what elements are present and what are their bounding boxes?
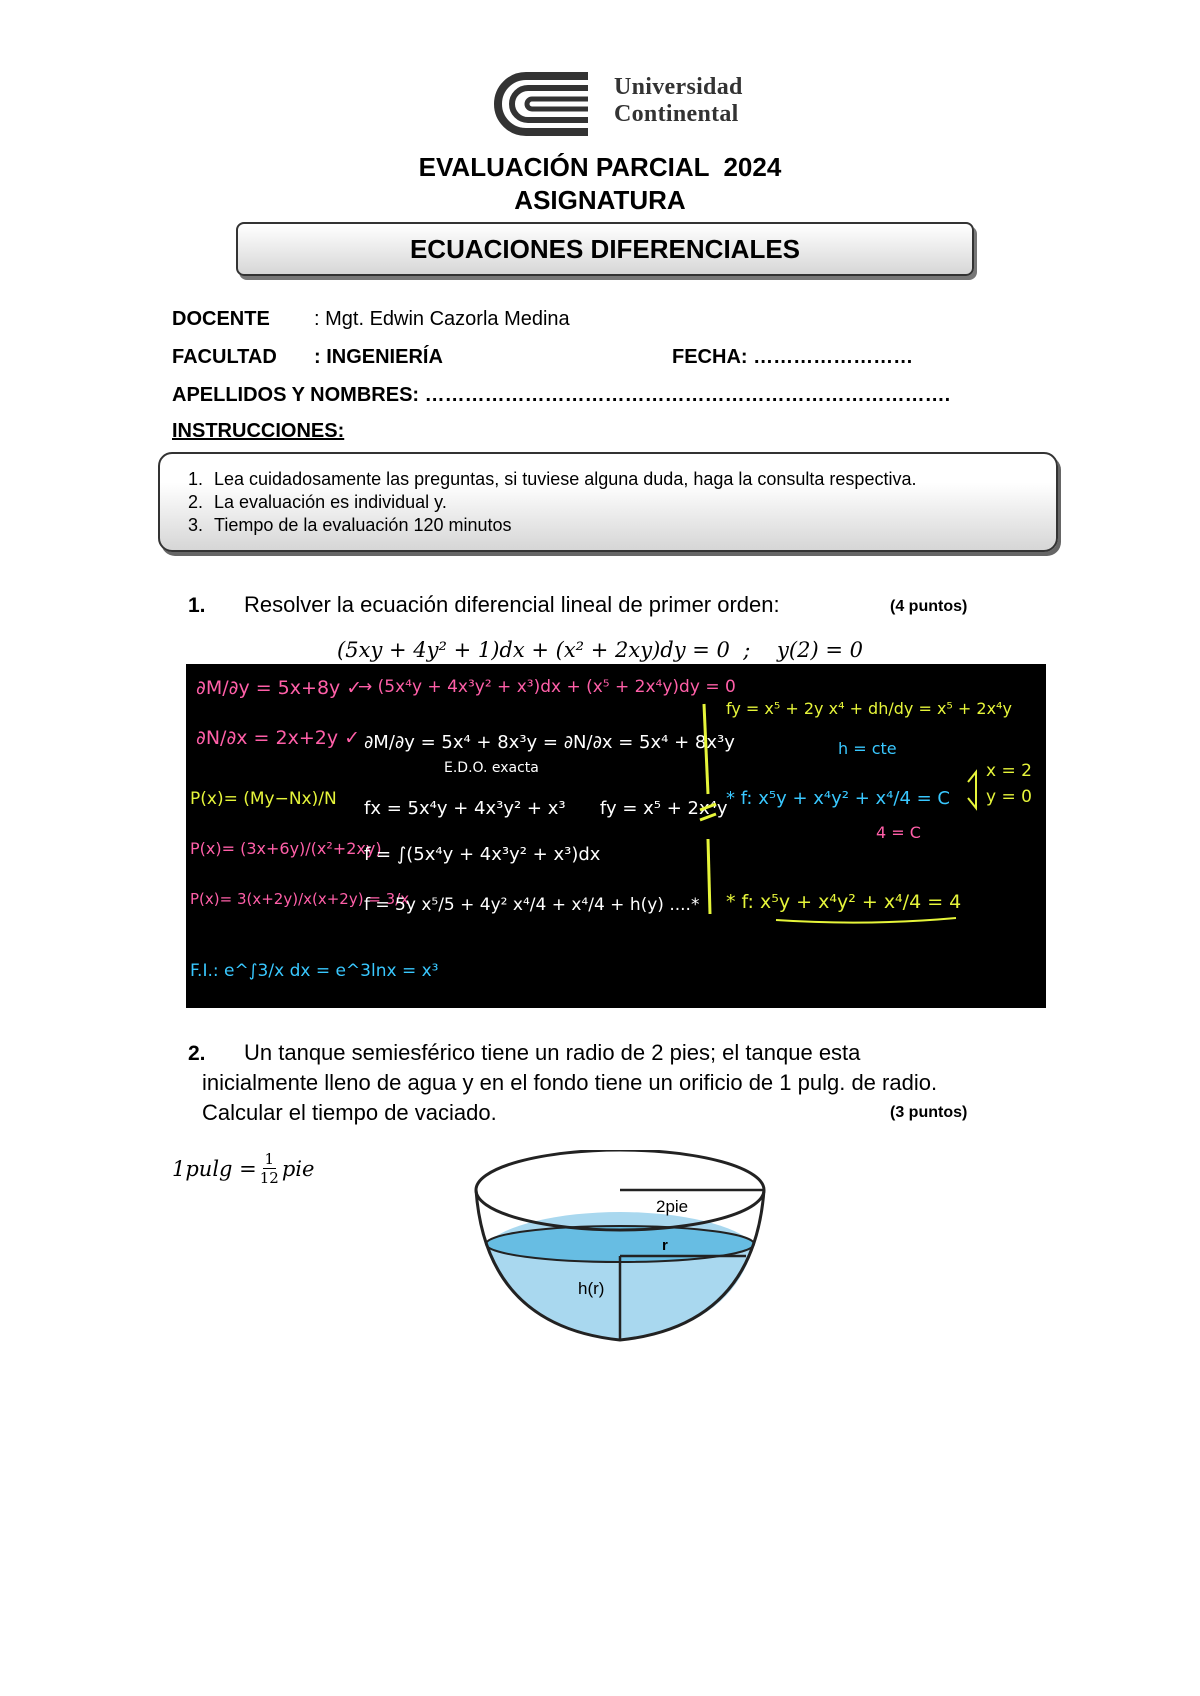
board-left-line: F.I.: e^∫3/x dx = e^3lnx = x³ — [190, 961, 439, 981]
board-right-line: x = 2 — [986, 761, 1032, 781]
question-2-points: (3 puntos) — [890, 1104, 968, 1121]
question-2-number: 2. — [188, 1042, 206, 1065]
subject-heading: ASIGNATURA — [514, 185, 686, 215]
board-middle-line: ∂M/∂y = 5x⁴ + 8x³y = ∂N/∂x = 5x⁴ + 8x³y — [364, 732, 735, 753]
solution-chalkboard — [186, 664, 1046, 1008]
board-right-line: * f: x⁵y + x⁴y² + x⁴/4 = C — [726, 788, 950, 809]
board-divider — [708, 839, 710, 914]
board-bracket — [968, 772, 976, 808]
question-1-text: Resolver la ecuación diferencial lineal de primer orden: — [244, 592, 780, 617]
university-name: Universidad Continental — [614, 74, 743, 127]
question-2-line3: Calcular el tiempo de vaciado. — [202, 1100, 497, 1125]
question-1-equation: (5xy + 4y² + 1)dx + (x² + 2xy)dy = 0 ; y(2) = 0 — [337, 638, 863, 662]
instruction-item: 1. Lea cuidadosamente las preguntas, si tuviese alguna duda, haga la consulta respectiva. — [208, 468, 1056, 491]
question-1-number: 1. — [188, 594, 206, 617]
docente-label: DOCENTE — [172, 308, 270, 330]
height-label: h(r) — [578, 1279, 605, 1298]
r-label: r — [662, 1237, 668, 1254]
exam-title: EVALUACIÓN PARCIAL 2024 — [418, 152, 782, 182]
subject-box: ECUACIONES DIFERENCIALES — [236, 222, 974, 276]
board-middle-line: fx = 5x⁴y + 4x³y² + x³ fy = x⁵ + 2x⁴y — [364, 798, 728, 819]
radius-label: 2pie — [656, 1197, 689, 1216]
university-logo-icon — [492, 70, 596, 136]
board-left-line: P(x)= (3x+6y)/(x²+2xy) — [190, 839, 382, 858]
board-right-line: fy = x⁵ + 2y x⁴ + dh/dy = x⁵ + 2x⁴y — [726, 699, 1012, 718]
instruction-item: 3. Tiempo de la evaluación 120 minutos — [208, 514, 1056, 537]
instruction-item: 2. La evaluación es individual y. — [208, 491, 1056, 514]
instructions-title: INSTRUCCIONES: — [172, 420, 345, 442]
docente-value: : Mgt. Edwin Cazorla Medina — [314, 308, 570, 330]
fecha-field: FECHA: …………………… — [672, 346, 914, 368]
board-middle-line: f = 5y x⁵/5 + 4y² x⁴/4 + x⁴/4 + h(y) ....* — [364, 895, 700, 915]
board-underline — [776, 918, 956, 923]
board-divider — [704, 704, 708, 794]
facultad-value: : INGENIERÍA — [314, 346, 443, 368]
board-right-line: h = cte — [838, 739, 897, 758]
board-right-line: y = 0 — [986, 787, 1032, 807]
question-1-points: (4 puntos) — [890, 598, 968, 615]
question-2-line2: inicialmente lleno de agua y en el fondo tiene un orificio de 1 pulg. de radio. — [202, 1070, 938, 1095]
board-middle-line: E.D.O. exacta — [444, 760, 539, 776]
conversion-formula: 1pulg = $\frac{1}{12}$ pie — [172, 1150, 315, 1187]
facultad-label: FACULTAD — [172, 346, 277, 368]
hemispherical-tank-diagram — [460, 1150, 780, 1350]
student-name-field: APELLIDOS Y NOMBRES: ……………………………………………………………………. — [172, 384, 951, 406]
instructions-box — [158, 452, 1058, 552]
question-2-line1: Un tanque semiesférico tiene un radio de 2 pies; el tanque esta — [244, 1040, 861, 1065]
board-left-line: P(x)= (My−Nx)/N — [190, 789, 337, 809]
board-left-line: ∂N/∂x = 2x+2y ✓ — [196, 727, 361, 749]
board-right-line: 4 = C — [876, 823, 921, 842]
board-left-line: P(x)= 3(x+2y)/x(x+2y) = 3/x — [190, 890, 410, 908]
board-left-line: ∂M/∂y = 5x+8y ✓ — [196, 677, 363, 699]
board-middle-line: f = ∫(5x⁴y + 4x³y² + x³)dx — [364, 844, 601, 865]
board-middle-line: → (5x⁴y + 4x³y² + x³)dx + (x⁵ + 2x⁴y)dy = 0 — [358, 677, 736, 697]
board-right-line: * f: x⁵y + x⁴y² + x⁴/4 = 4 — [726, 891, 962, 913]
